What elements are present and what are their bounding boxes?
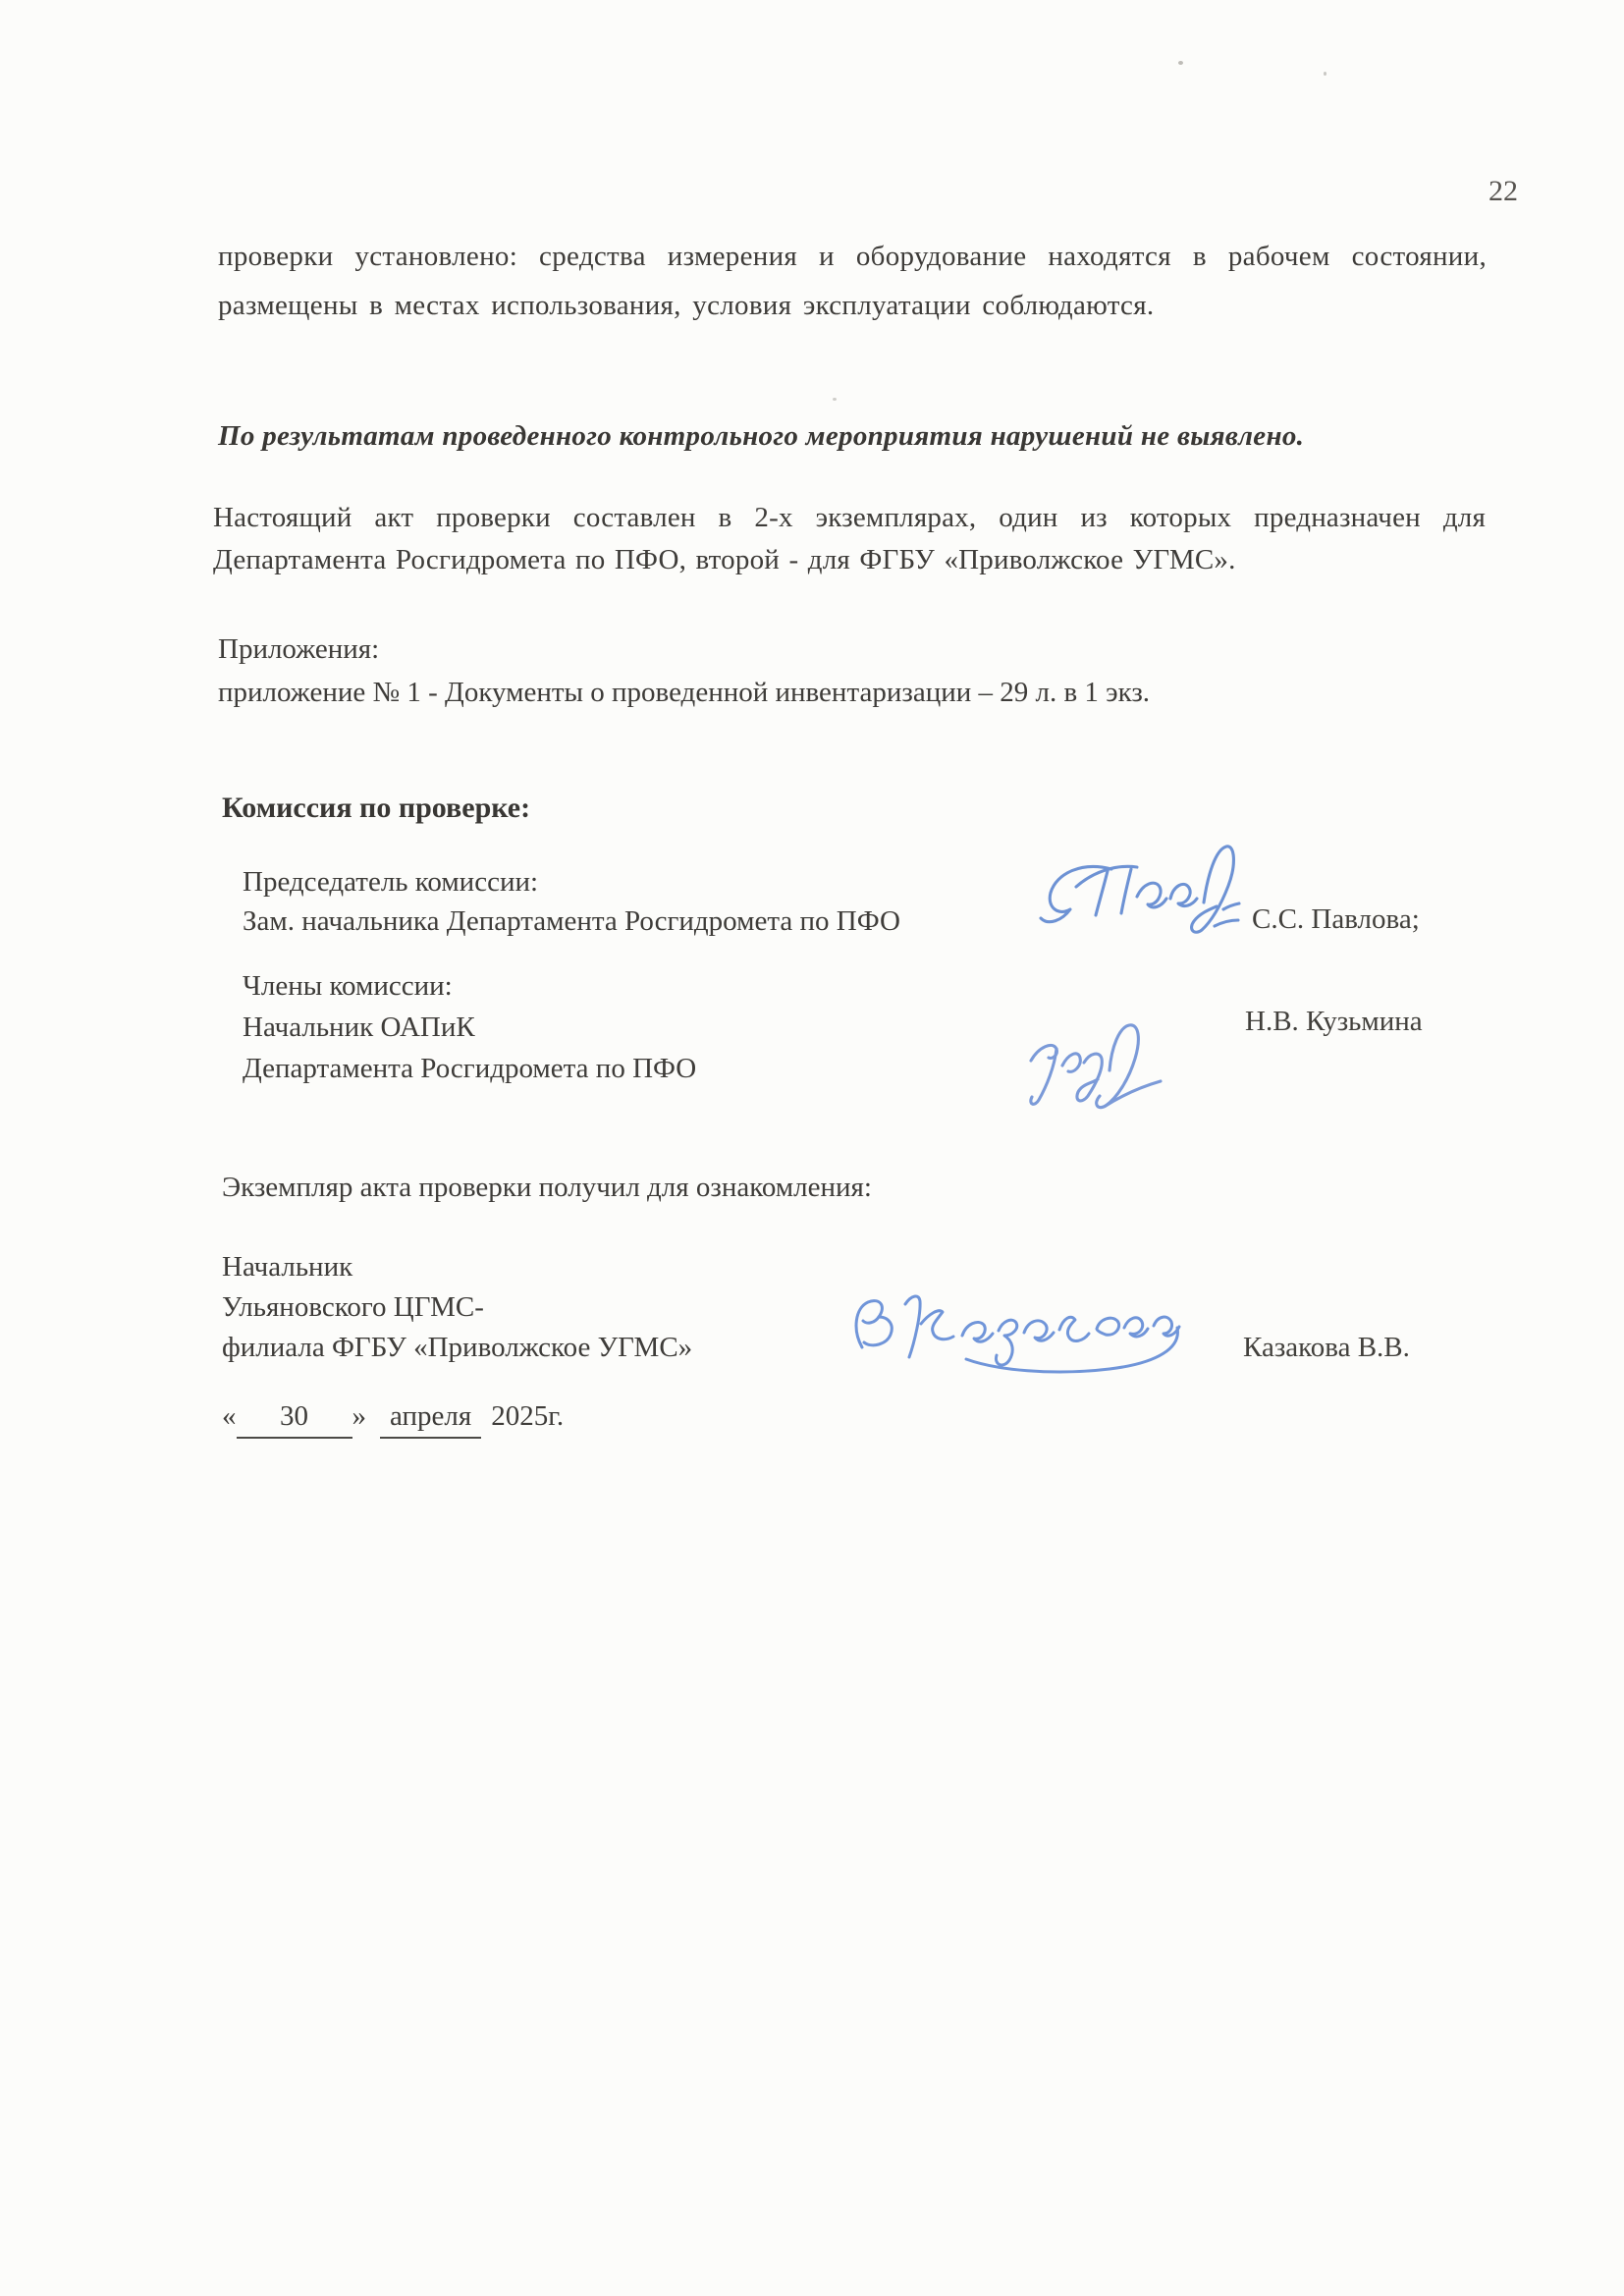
page-number: 22 <box>1489 175 1518 207</box>
members-label: Члены комиссии: <box>243 970 453 1002</box>
member-name: Н.В. Кузьмина <box>1245 1006 1423 1037</box>
chair-label: Председатель комиссии: <box>243 866 539 898</box>
receipt-heading: Экземпляр акта проверки получил для ознакомления: <box>222 1172 872 1203</box>
member-position-line2: Департамента Росгидромета по ПФО <box>243 1053 697 1084</box>
recipient-position-line2: Ульяновского ЦГМС- <box>222 1291 484 1323</box>
date-day-field: 30 <box>237 1396 352 1439</box>
pavlova-signature <box>1021 838 1247 948</box>
scan-artifact-dot <box>1178 61 1183 65</box>
conclusion-statement: По результатам проведенного контрольного мероприятия нарушений не выявлено. <box>218 420 1305 452</box>
chair-name: С.С. Павлова; <box>1252 903 1420 935</box>
date-month-field: апреля <box>380 1396 481 1439</box>
scan-artifact-dot <box>1324 72 1326 76</box>
member-position-line1: Начальник ОАПиК <box>243 1011 475 1043</box>
recipient-name: Казакова В.В. <box>1243 1332 1410 1363</box>
copies-note: Настоящий акт проверки составлен в 2-х экземплярах, один из которых предназначен для Департамента Росгидромета по ПФО, второй - для ФГБУ «Приволжское УГМС». <box>213 502 1486 575</box>
recipient-position-line1: Начальник <box>222 1251 353 1283</box>
date-open-quote: « <box>222 1400 237 1432</box>
scan-artifact-dot <box>833 398 837 401</box>
kazakova-signature <box>846 1273 1185 1393</box>
recipient-position-line3: филиала ФГБУ «Приволжское УГМС» <box>222 1332 693 1363</box>
date-year: 2025г. <box>491 1400 565 1432</box>
kuzmina-signature <box>1011 1011 1178 1121</box>
chair-position: Зам. начальника Департамента Росгидромета по ПФО <box>243 905 900 937</box>
attachment-item: приложение № 1 - Документы о проведенной инвентаризации – 29 л. в 1 экз. <box>218 677 1151 708</box>
findings-paragraph: проверки установлено: средства измерения и оборудование находятся в рабочем состоянии, размещены в местах использования, условия эксплуатации соблюдаются. <box>218 241 1487 322</box>
attachments-heading: Приложения: <box>218 633 380 665</box>
commission-heading: Комиссия по проверке: <box>222 792 531 824</box>
date-close-quote: » <box>352 1400 366 1432</box>
date-line <box>222 1396 564 1439</box>
